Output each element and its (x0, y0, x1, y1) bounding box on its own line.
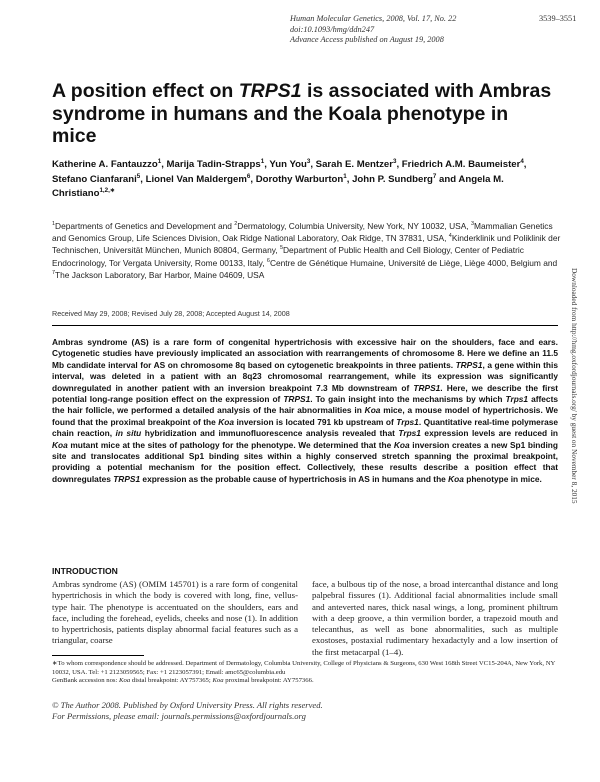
footnote (52, 660, 558, 686)
abstract-italic-term: Koa (393, 439, 410, 450)
intro-column-left: Ambras syndrome (AS) (OMIM 145701) is a rare form of congenital hypertrichosis in which the body is covered with long, fine, vellus-type hair. The phenotype is accentuated on the shoulders, ears and face, including the forehead, eyelids, cheeks and nose (1). In addition to hypertrichosis, patients display abnormal facial features such as a triangular, coarse (52, 579, 298, 646)
author-affiliation-mark: 1 (343, 172, 347, 180)
author-separator: and (436, 173, 459, 185)
genbank-end: proximal breakpoint: AY757366. (223, 677, 314, 685)
author-affiliation-mark: 1,2,∗ (99, 186, 116, 194)
author-name: Katherine A. Fantauzzo (52, 159, 158, 170)
affiliation-text: Department of Public Health and Cell Biology, Center of Pediatric Endocrinology, Tor Vergata University, Rome 00133, Italy, (52, 245, 524, 268)
correspondence-note: ∗To whom correspondence should be addressed. Department of Dermatology, Columbia University, College of Physicians & Surgeons, 630 West 168th Street VC15-204A, New York, NY 10032, USA. Tel: +1 2123059565; Fax: +1 2123057391; Email: amc65@columbia.edu (52, 660, 556, 676)
abstract-text: mice, a mouse model of hypertrichosis. We found that the proximal breakpoint of the (52, 405, 558, 427)
author-affiliation-mark: 7 (432, 172, 437, 180)
download-side-note: Downloaded from http://hmg.oxfordjournals.org/ by guest on November 8, 2015 (570, 268, 579, 504)
genbank-mid: distal breakpoint: AY757365; (130, 677, 213, 685)
abstract-text: inversion creates a new Sp1 binding site and translocates additional Sp1 binding sites within a highly conserved stretch spanning the proximal breakpoint, providing a potential mechanism for the position effect. Collectively, these results describe a position effect that downregulates (52, 439, 558, 484)
abstract-text: . Quantitative real-time polymerase chain reaction, (52, 416, 558, 439)
affiliation-mark: 5 (279, 245, 283, 252)
affiliation-mark: 7 (52, 270, 56, 277)
author-affiliation-mark: 1 (157, 157, 162, 165)
abstract-text: mutant mice at the sites of pathology for the phenotype. We determined that the (67, 439, 394, 450)
title-gene: TRPS1 (238, 80, 302, 102)
affiliation-text: Centre de Génétique Humaine, Université de Liège, Liège 4000, Belgium and (269, 257, 558, 268)
advance-access: Advance Access published on August 19, 2008 (290, 35, 444, 44)
abstract-italic-term: Koa (364, 405, 381, 416)
genbank-prefix: GenBank accession nos: (52, 677, 120, 685)
page-range: 3539–3551 (539, 14, 577, 23)
affiliation-mark: 1 (52, 221, 56, 228)
introduction-heading: INTRODUCTION (52, 566, 118, 576)
title-part1: A position effect on (52, 80, 239, 102)
author-name: Friedrich A.M. Baumeister (401, 159, 521, 170)
journal-header (290, 14, 580, 46)
author-separator: , (346, 173, 353, 185)
abstract-italic-term: Trps1 (505, 394, 529, 405)
footnote-divider (52, 655, 144, 656)
affiliation-text: The Jackson Laboratory, Bar Harbor, Maine 04609, USA (55, 269, 265, 280)
abstract-text: affects the hair follicle, we performed a detailed analysis of the hair abnormalities in (52, 394, 558, 416)
abstract-text: Ambras syndrome (AS) is a rare form of congenital hypertrichosis with excessive hair on the shoulders, face and ears. Cytogenetic studies have previously implicated an association with rearrangements of chromosome 8. Here we define an 11.5 Mb candidate interval for AS on chromosome 8q based on cytogenetic breakpoints in three patients. (52, 337, 558, 370)
abstract-italic-term: Koa (218, 416, 234, 427)
author-name: Marija Tadin-Strapps (166, 159, 261, 170)
abstract-text: . Here, we describe the first potential long-range position effect on the expression of (52, 382, 558, 405)
author-separator: , (161, 159, 167, 170)
abstract-text: . To gain insight into the mechanisms by which (310, 394, 506, 405)
abstract-italic-term: TRPS1 (455, 359, 483, 370)
intro-column-right: face, a bulbous tip of the nose, a broad intercanthal distance and long palpebral fissures (1). Additional facial abnormalities include small and anteverted nares, thick nasal wings, a long, prominent philtrum with a deep groove, a thin vermilion border, a trapezoid mouth and telecanthus, as well as bone abnormalities, such as multiple exostoses, postaxial rudimentary hexadactyly and a low insertion of the first metacarpal (1–4). (312, 579, 558, 657)
abstract-italic-term: in situ (115, 428, 142, 439)
author-affiliation-mark: 5 (136, 172, 141, 180)
author-name: John P. Sundberg (352, 173, 433, 185)
genbank-note (52, 677, 558, 686)
affiliations (52, 220, 562, 281)
abstract-italic-term: TRPS1 (113, 473, 141, 484)
author-name: Sarah E. Mentzer (315, 159, 393, 170)
abstract-text: phenotype in mice. (463, 473, 542, 484)
affiliation-text: Mammalian Genetics and Genomics Group, Life Sciences Division, Oak Ridge National Laboratory, Oak Ridge, TN 37831, USA, (52, 221, 553, 244)
doi: doi:10.1093/hmg/ddn247 (290, 24, 375, 34)
abstract-italic-term: Trps1 (398, 428, 421, 439)
author-list (52, 158, 562, 202)
author-name: Lionel Van Maldergem (145, 173, 247, 185)
author-affiliation-mark: 1 (260, 157, 265, 165)
author-affiliation-mark: 3 (306, 157, 311, 165)
abstract-text: expression as the probable cause of hypertrichosis in AS in humans and the (140, 473, 449, 484)
author-name: Dorothy Warburton (255, 173, 344, 185)
genbank-koa-1: Koa (119, 677, 131, 685)
abstract-italic-term: TRPS1 (413, 382, 441, 393)
article-title (52, 80, 552, 148)
author-separator: , (523, 159, 527, 170)
author-affiliation-mark: 3 (392, 157, 397, 165)
author-name: Stefano Cianfarani (52, 173, 137, 185)
author-affiliation-mark: 6 (246, 172, 251, 180)
affiliation-text: Dermatology, Columbia University, New York, NY 10032, USA, (237, 221, 471, 231)
abstract-italic-term: Trps1 (396, 416, 419, 427)
section-divider (52, 325, 558, 326)
author-name: Angela M. Christiano (52, 173, 504, 199)
abstract-italic-term: Koa (448, 473, 464, 484)
author-name: Yun You (269, 159, 307, 170)
abstract-text: expression levels are reduced in (420, 428, 558, 439)
affiliation-mark: 6 (266, 257, 270, 264)
author-separator: , (310, 159, 316, 170)
affiliation-mark: 2 (234, 221, 238, 228)
abstract-italic-term: Koa (52, 439, 68, 450)
author-separator: , (250, 173, 256, 185)
author-affiliation-mark: 4 (520, 157, 524, 165)
author-separator: , (140, 173, 146, 185)
abstract (52, 337, 558, 485)
copyright-block (52, 700, 558, 721)
affiliation-text: Departments of Genetics and Development and (55, 221, 235, 231)
abstract-text: hybridization and immunofluorescence analysis revealed that (141, 428, 399, 439)
received-dates: Received May 29, 2008; Revised July 28, 2008; Accepted August 14, 2008 (52, 309, 290, 318)
abstract-text: inversion is located 791 kb upstream of (233, 416, 397, 427)
journal-line: Human Molecular Genetics, 2008, Vol. 17, No. 22 (290, 14, 457, 23)
affiliation-mark: 4 (448, 233, 452, 240)
author-separator: , (264, 159, 270, 170)
abstract-italic-term: TRPS1 (283, 394, 311, 405)
author-separator: , (396, 159, 402, 170)
affiliation-text: Kinderklinik und Poliklinik der Technischen, Universität München, Munich 80804, Germany, (52, 233, 561, 256)
abstract-text: , a gene within this interval, was deleted in a patient with an 8q23 chromosomal rearrangement, while its expression was significantly downregulated in another patient with an inversion breakpoint 7.3 Mb downstream of (52, 359, 558, 393)
permissions-line: For Permissions, please email: journals.permissions@oxfordjournals.org (52, 710, 306, 721)
affiliation-mark: 3 (470, 221, 474, 228)
genbank-koa-2: Koa (212, 677, 224, 685)
copyright-line: © The Author 2008. Published by Oxford University Press. All rights reserved. (52, 700, 323, 710)
title-part2: is associated with Ambras syndrome in humans and the Koala phenotype in mice (52, 80, 552, 147)
